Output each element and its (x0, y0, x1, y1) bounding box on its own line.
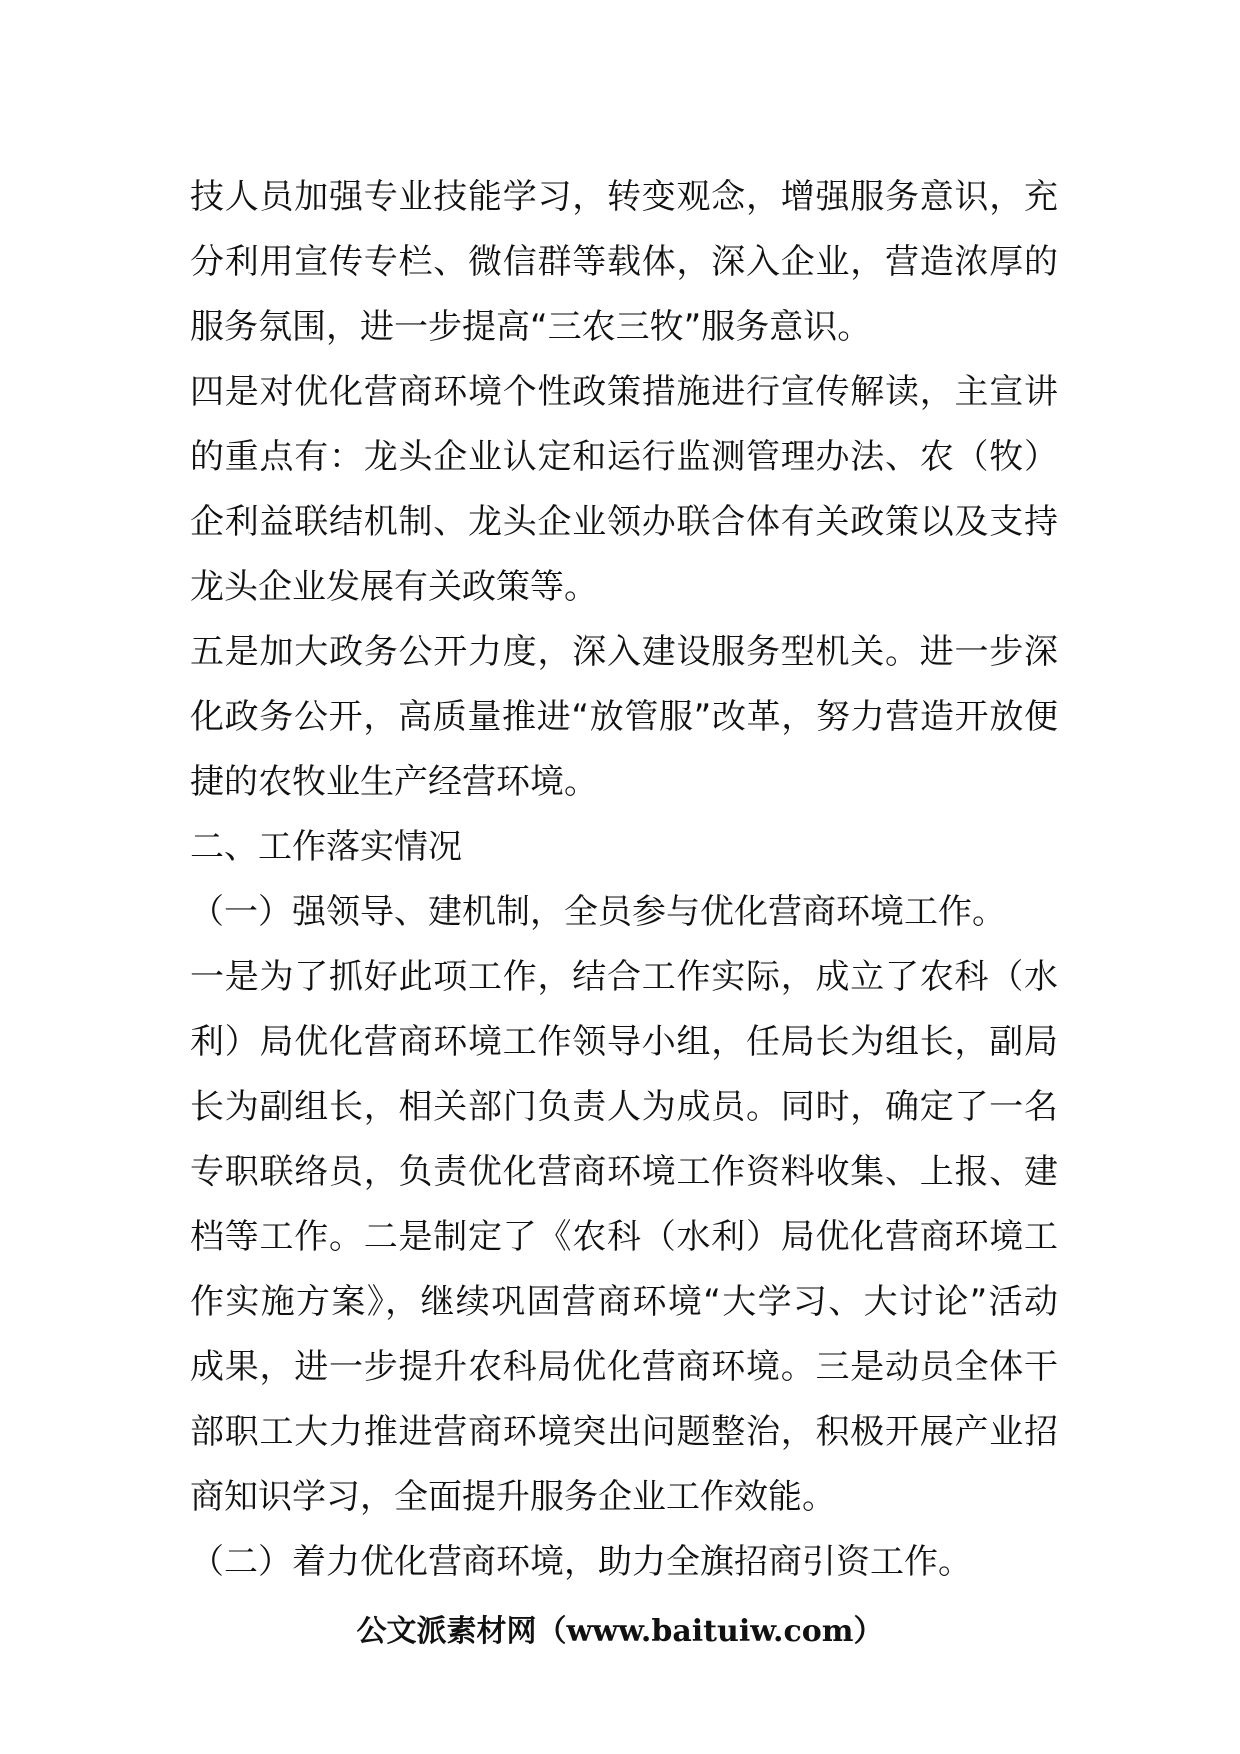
section-heading-implementation: 二、工作落实情况 (190, 827, 462, 867)
paragraph-policy-interpretation: 四是对优化营商环境个性政策措施进行宣传解读，主宣讲的重点有：龙头企业认定和运行监测管理办法、农（牧）企利益联结机制、龙头企业领办联合体有关政策以及支持龙头企业发展有关政策等。 (190, 372, 1058, 607)
paragraph-service-awareness: 技人员加强专业技能学习，转变观念，增强服务意识，充分利用宣传专栏、微信群等载体，深入企业，营造浓厚的服务氛围，进一步提高“三农三牧”服务意识。 (190, 177, 1058, 347)
paragraph-government-openness: 五是加大政务公开力度，深入建设服务型机关。进一步深化政务公开，高质量推进“放管服”改革，努力营造开放便捷的农牧业生产经营环境。 (190, 632, 1058, 802)
subsection-heading-investment: （二）着力优化营商环境，助力全旗招商引资工作。 (190, 1542, 972, 1582)
footer-watermark: 公文派素材网（www.baituiw.com） (356, 1614, 884, 1649)
subsection-heading-leadership: （一）强领导、建机制，全员参与优化营商环境工作。 (190, 892, 1006, 932)
paragraph-leadership-details: 一是为了抓好此项工作，结合工作实际，成立了农科（水利）局优化营商环境工作领导小组，任局长为组长，副局长为副组长，相关部门负责人为成员。同时，确定了一名专职联络员，负责优化营商环境工作资料收集、上报、建档等工作。二是制定了《农科（水利）局优化营商环境工作实施方案》，继续巩固营商环境“大学习、大讨论”活动成果，进一步提升农科局优化营商环境。三是动员全体干部职工大力推进营商环境突出问题整治，积极开展产业招商知识学习，全面提升服务企业工作效能。 (190, 957, 1058, 1517)
document-body (190, 165, 1058, 1595)
